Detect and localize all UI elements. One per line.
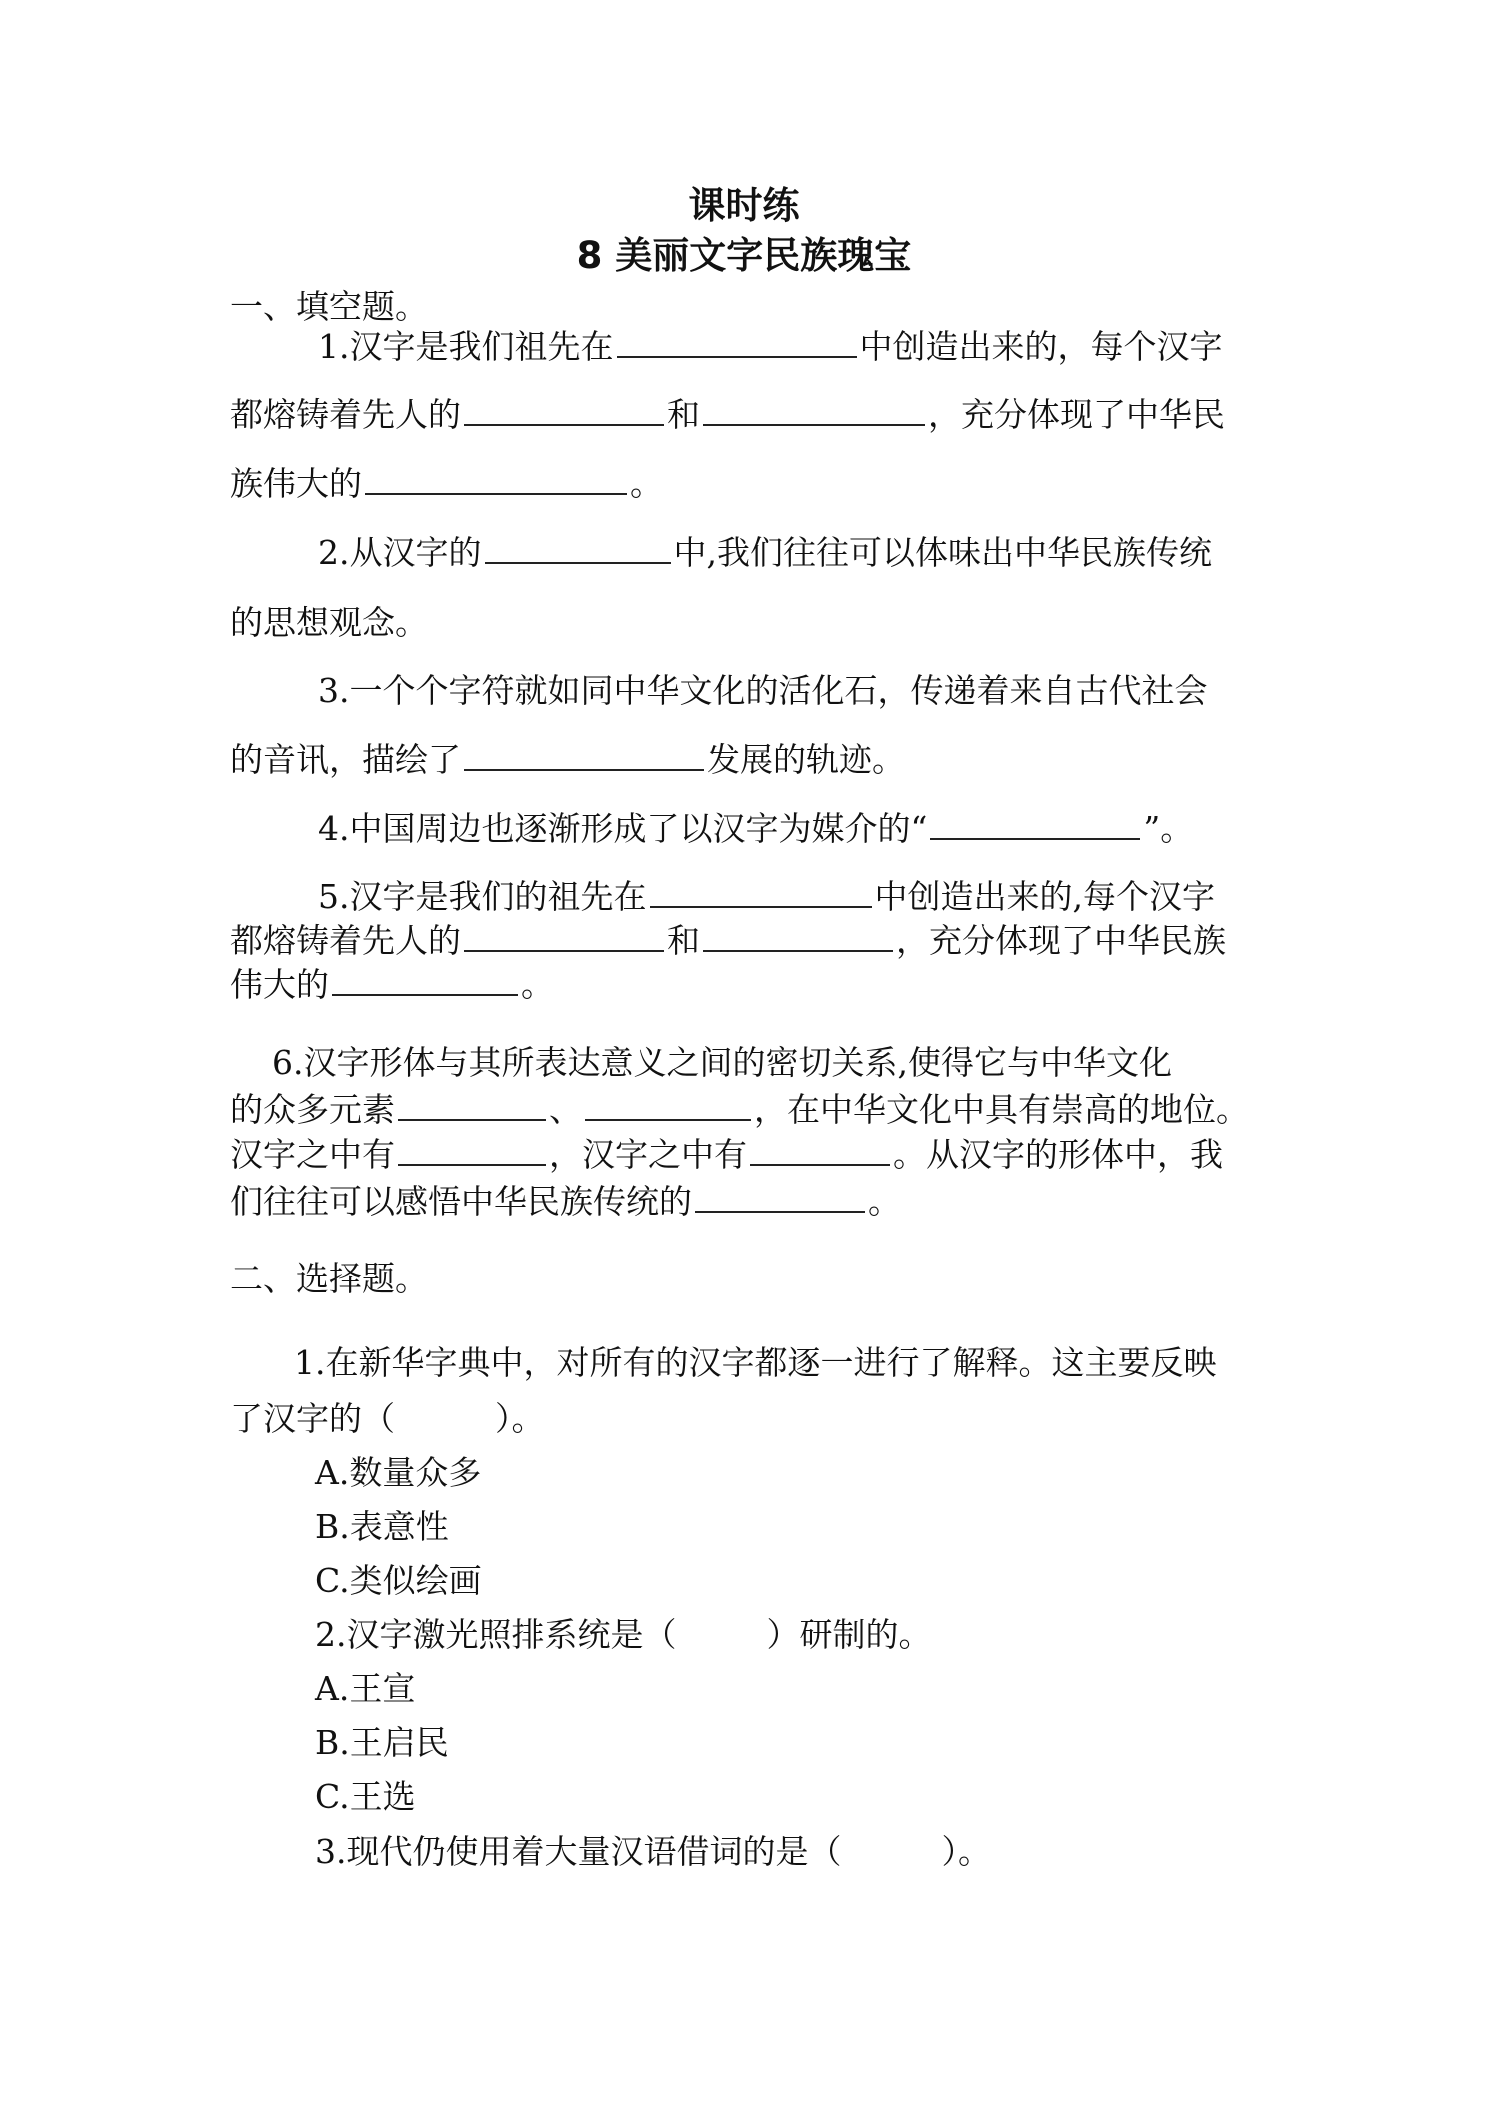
question-2-line-1: [318, 533, 1212, 572]
answer-blank[interactable]: [332, 993, 518, 996]
question-text: ）。: [495, 1399, 545, 1438]
question-text: 中创造出来的,每个汉字: [874, 877, 1215, 916]
question-5-line-3: [230, 965, 554, 1004]
question-6-line-2: [230, 1090, 1249, 1129]
section-heading-fill-in: 一、填空题。: [230, 287, 428, 326]
question-text: 和: [667, 921, 700, 960]
question-5-line-1: [318, 877, 1215, 916]
answer-blank[interactable]: [464, 768, 704, 771]
question-text: ，汉字之中有: [549, 1135, 747, 1174]
question-text: 1.汉字是我们祖先在: [318, 327, 614, 366]
question-text: 们往往可以感悟中华民族传统的: [230, 1182, 692, 1221]
question-1-line-2: [230, 395, 1225, 434]
option-b[interactable]: B.表意性: [315, 1507, 449, 1546]
question-text: 3.现代仍使用着大量汉语借词的是（: [315, 1832, 842, 1871]
question-6-line-1: 6.汉字形体与其所表达意义之间的密切关系,使得它与中华文化: [272, 1043, 1172, 1082]
question-5-line-2: [230, 921, 1226, 960]
answer-blank[interactable]: [650, 905, 872, 908]
question-text: 2.从汉字的: [318, 533, 482, 572]
question-text: 。: [521, 965, 554, 1004]
question-6-line-4: [230, 1182, 901, 1221]
mc-question-3: [315, 1832, 991, 1871]
question-text: 的众多元素: [230, 1090, 395, 1129]
question-text: ，充分体现了中华民: [928, 395, 1225, 434]
answer-blank[interactable]: [617, 355, 857, 358]
question-text: 、: [549, 1090, 582, 1129]
question-text: ”。: [1143, 809, 1194, 848]
question-4-line-1: [318, 809, 1194, 848]
question-text: 族伟大的: [230, 464, 362, 503]
question-2-line-2: 的思想观念。: [230, 603, 428, 642]
question-1-line-3: [230, 464, 663, 503]
answer-blank[interactable]: [703, 423, 925, 426]
question-text: 的音讯，描绘了: [230, 740, 461, 779]
question-text: 4.中国周边也逐渐形成了以汉字为媒介的“: [318, 809, 928, 848]
section-heading-multiple-choice: 二、选择题。: [230, 1259, 428, 1298]
answer-blank[interactable]: [398, 1118, 546, 1121]
question-3-line-1: 3.一个个字符就如同中华文化的活化石，传递着来自古代社会: [318, 671, 1208, 710]
question-text: 和: [667, 395, 700, 434]
question-text: ）。: [941, 1832, 991, 1871]
answer-blank[interactable]: [365, 492, 627, 495]
question-text: 了汉字的（: [230, 1399, 395, 1438]
option-b[interactable]: B.王启民: [315, 1723, 449, 1762]
answer-blank[interactable]: [464, 423, 664, 426]
option-a[interactable]: A.数量众多: [315, 1453, 482, 1492]
answer-blank[interactable]: [585, 1118, 751, 1121]
question-1-line-1: [318, 327, 1223, 366]
question-text: 发展的轨迹。: [707, 740, 905, 779]
option-c[interactable]: C.王选: [315, 1777, 416, 1816]
mc-question-1-line-2: [230, 1399, 545, 1438]
question-text: 2.汉字激光照排系统是（: [315, 1615, 677, 1654]
answer-blank[interactable]: [750, 1163, 890, 1166]
question-3-line-2: [230, 740, 905, 779]
answer-blank[interactable]: [703, 949, 893, 952]
answer-blank[interactable]: [464, 949, 664, 952]
page-subtitle: 8 美丽文字民族瑰宝: [576, 234, 912, 277]
question-text: 都熔铸着先人的: [230, 395, 461, 434]
answer-blank[interactable]: [485, 561, 671, 564]
page-title: 课时练: [688, 184, 800, 227]
answer-blank[interactable]: [695, 1210, 865, 1213]
option-a[interactable]: A.王宣: [315, 1669, 416, 1708]
question-text: ，充分体现了中华民族: [896, 921, 1226, 960]
question-text: 。: [868, 1182, 901, 1221]
question-text: ）研制的。: [766, 1615, 932, 1654]
question-text: 都熔铸着先人的: [230, 921, 461, 960]
question-text: 5.汉字是我们的祖先在: [318, 877, 647, 916]
question-text: 汉字之中有: [230, 1135, 395, 1174]
question-text: ，在中华文化中具有崇高的地位。: [754, 1090, 1249, 1129]
question-text: 。: [630, 464, 663, 503]
option-c[interactable]: C.类似绘画: [315, 1561, 482, 1600]
question-text: 伟大的: [230, 965, 329, 1004]
mc-question-2: [315, 1615, 932, 1654]
answer-blank[interactable]: [930, 837, 1140, 840]
answer-blank[interactable]: [398, 1163, 546, 1166]
question-text: 。从汉字的形体中，我: [893, 1135, 1223, 1174]
mc-question-1-line-1: 1.在新华字典中，对所有的汉字都逐一进行了解释。这主要反映: [294, 1343, 1217, 1382]
question-text: 中,我们往往可以体味出中华民族传统: [673, 533, 1212, 572]
question-text: 中创造出来的，每个汉字: [859, 327, 1223, 366]
question-6-line-3: [230, 1135, 1223, 1174]
